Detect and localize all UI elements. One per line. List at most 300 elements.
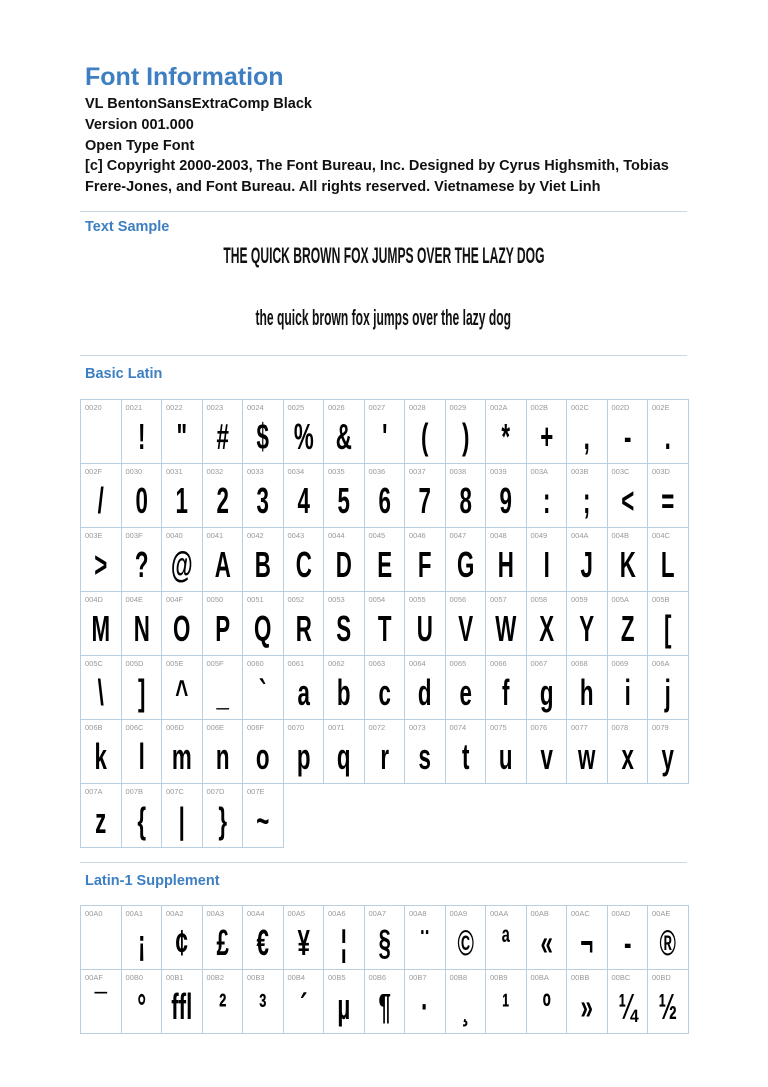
glyph-cell [122, 528, 163, 592]
glyph-code: 0061 [287, 659, 305, 668]
glyph-cell [648, 906, 689, 970]
glyph-code: 0036 [368, 467, 386, 476]
glyph-char: & [335, 416, 352, 457]
glyph-code: 0042 [247, 531, 264, 540]
glyph-code: 004A [571, 531, 589, 540]
glyph-char: X [538, 608, 554, 649]
glyph-code: 00AB [530, 909, 549, 918]
glyph-char: § [378, 922, 391, 963]
glyph-cell [486, 400, 527, 464]
glyph-cell [446, 656, 487, 720]
glyph-cell [446, 720, 487, 784]
glyph-code: 006E [206, 723, 225, 732]
glyph-code: 00BD [652, 973, 671, 982]
glyph-char: j [664, 672, 671, 713]
glyph-cell [284, 656, 325, 720]
glyph-code: 0069 [611, 659, 629, 668]
glyph-char: < [620, 480, 634, 521]
glyph-code: 0023 [206, 403, 224, 412]
glyph-char: I [543, 544, 550, 585]
glyph-char: - [623, 416, 631, 457]
glyph-cell [527, 528, 568, 592]
glyph-cell [608, 464, 649, 528]
glyph-cell [122, 400, 163, 464]
glyph-code: 006D [166, 723, 184, 732]
glyph-char: ; [583, 480, 591, 521]
glyph-char: r [379, 736, 389, 777]
sample-lowercase: the quick brown fox jumps over the lazy dog [255, 305, 512, 330]
glyph-cell [122, 906, 163, 970]
glyph-cell [648, 464, 689, 528]
glyph-char: V [457, 608, 473, 649]
glyph-char: Q [254, 608, 272, 649]
glyph-cell [527, 464, 568, 528]
glyph-char: c [378, 672, 391, 713]
glyph-code: 00A1 [125, 909, 144, 918]
glyph-char: W [495, 608, 517, 649]
glyph-cell [284, 970, 325, 1034]
glyph-cell [365, 464, 406, 528]
glyph-char: 3 [256, 480, 269, 521]
glyph-code: 00B2 [206, 973, 225, 982]
glyph-char: S [336, 608, 352, 649]
glyph-cell [608, 906, 649, 970]
glyph-code: 0055 [409, 595, 426, 604]
glyph-char: Y [579, 608, 595, 649]
glyph-code: 0037 [409, 467, 426, 476]
glyph-cell [648, 592, 689, 656]
glyph-code: 003C [611, 467, 630, 476]
glyph-code: 002B [530, 403, 549, 412]
glyph-cell [567, 656, 608, 720]
glyph-code: 0075 [490, 723, 507, 732]
glyph-char: z [95, 800, 107, 841]
glyph-code: 00B7 [409, 973, 427, 982]
glyph-cell [324, 906, 365, 970]
glyph-char: E [376, 544, 392, 585]
glyph-code: 00B5 [328, 973, 346, 982]
glyph-code: 003E [85, 531, 103, 540]
glyph-char: A [214, 544, 231, 585]
glyph-cell [81, 970, 122, 1034]
glyph-code: 0063 [368, 659, 386, 668]
glyph-code: 006A [652, 659, 670, 668]
glyph-char: ½ [658, 986, 678, 1027]
glyph-char: } [217, 800, 227, 841]
glyph-cell [243, 464, 284, 528]
glyph-cell [446, 464, 487, 528]
glyph-code: 00B0 [125, 973, 144, 982]
glyph-cell [608, 528, 649, 592]
glyph-cell [446, 528, 487, 592]
glyph-cell [405, 656, 446, 720]
glyph-code: 0079 [652, 723, 669, 732]
glyph-cell [648, 528, 689, 592]
glyph-code: 00BA [530, 973, 549, 982]
glyph-code: 00BC [611, 973, 631, 982]
glyph-cell [324, 592, 365, 656]
glyph-code: 00B4 [287, 973, 306, 982]
glyph-code: 004C [652, 531, 670, 540]
glyph-code: 0057 [490, 595, 507, 604]
glyph-cell [405, 592, 446, 656]
glyph-cell [608, 400, 649, 464]
glyph-cell [162, 592, 203, 656]
glyph-cell [324, 970, 365, 1034]
glyph-cell [203, 784, 244, 848]
glyph-code: 003D [652, 467, 670, 476]
glyph-char: ³ [259, 986, 267, 1027]
glyph-code: 0060 [247, 659, 264, 668]
glyph-code: 00A4 [247, 909, 265, 918]
glyph-char: ¹ [502, 986, 510, 1027]
copyright-line-2: Frere-Jones, and Font Bureau. All rights reserved. Vietnamese by Viet Linh [85, 179, 601, 195]
glyph-cell [284, 906, 325, 970]
glyph-code: 00A6 [328, 909, 346, 918]
font-type: Open Type Font [85, 138, 195, 154]
glyph-code: 0070 [287, 723, 305, 732]
glyph-char: ? [134, 544, 149, 585]
glyph-cell [243, 592, 284, 656]
glyph-char: + [539, 416, 553, 457]
glyph-char: ¶ [378, 986, 391, 1027]
glyph-code: 0049 [530, 531, 548, 540]
divider [80, 862, 687, 863]
glyph-char: « [540, 922, 553, 963]
glyph-char: ¥ [297, 922, 310, 963]
glyph-cell [122, 656, 163, 720]
glyph-char: µ [337, 986, 351, 1027]
glyph-char: ² [218, 986, 226, 1027]
glyph-char: ¡ [137, 922, 145, 963]
glyph-char: s [418, 736, 431, 777]
glyph-cell [365, 970, 406, 1034]
glyph-code: 0022 [166, 403, 183, 412]
glyph-code: 00B6 [368, 973, 387, 982]
glyph-code: 0054 [368, 595, 386, 604]
glyph-char: " [176, 416, 188, 457]
glyph-cell [446, 400, 487, 464]
glyph-char: 5 [337, 480, 350, 521]
glyph-code: 003A [530, 467, 549, 476]
glyph-cell [122, 592, 163, 656]
glyph-cell [486, 970, 527, 1034]
glyph-cell [486, 656, 527, 720]
glyph-code: 0020 [85, 403, 102, 412]
glyph-cell [486, 464, 527, 528]
glyph-code: 004F [166, 595, 184, 604]
glyph-cell [162, 464, 203, 528]
glyph-char: * [501, 416, 511, 457]
glyph-cell [486, 906, 527, 970]
glyph-char: v [540, 736, 553, 777]
glyph-char: 1 [175, 480, 188, 521]
glyph-code: 0048 [490, 531, 507, 540]
glyph-code: 0076 [530, 723, 548, 732]
glyph-code: 0024 [247, 403, 264, 412]
glyph-char: B [254, 544, 271, 585]
glyph-cell [567, 592, 608, 656]
glyph-char: f [502, 672, 510, 713]
glyph-char: ~ [256, 800, 270, 841]
glyph-char: ¢ [175, 922, 188, 963]
glyph-char: ¸ [461, 986, 469, 1027]
glyph-code: 0077 [571, 723, 588, 732]
glyph-cell [365, 656, 406, 720]
glyph-cell [405, 720, 446, 784]
latin1-grid [80, 905, 689, 1034]
glyph-cell [243, 970, 284, 1034]
glyph-char: ^ [175, 672, 189, 713]
glyph-cell [243, 906, 284, 970]
glyph-char: ! [137, 416, 145, 457]
glyph-code: 004E [125, 595, 144, 604]
glyph-char: > [94, 544, 108, 585]
glyph-cell [324, 720, 365, 784]
basic-latin-grid [80, 399, 689, 848]
glyph-code: 006C [125, 723, 144, 732]
glyph-char: Z [620, 608, 635, 649]
glyph-code: 004D [85, 595, 103, 604]
glyph-cell [203, 528, 244, 592]
glyph-cell [324, 464, 365, 528]
glyph-code: 007A [85, 787, 103, 796]
glyph-code: 00AD [611, 909, 631, 918]
glyph-char: O [173, 608, 191, 649]
glyph-cell [243, 784, 284, 848]
glyph-cell [365, 592, 406, 656]
glyph-code: 0062 [328, 659, 345, 668]
glyph-code: 002E [652, 403, 670, 412]
glyph-cell [243, 720, 284, 784]
glyph-cell [203, 656, 244, 720]
glyph-char: i [624, 672, 631, 713]
font-version: Version 001.000 [85, 117, 194, 133]
glyph-code: 0072 [368, 723, 386, 732]
glyph-cell [81, 400, 122, 464]
glyph-char: € [256, 922, 269, 963]
glyph-char: g [539, 672, 554, 713]
glyph-code: 00A3 [206, 909, 225, 918]
glyph-char: { [136, 800, 146, 841]
glyph-cell [648, 400, 689, 464]
glyph-code: 002F [85, 467, 103, 476]
glyph-code: 0056 [449, 595, 467, 604]
glyph-cell [162, 528, 203, 592]
glyph-char: p [296, 736, 311, 777]
glyph-cell [608, 592, 649, 656]
glyph-cell [162, 784, 203, 848]
glyph-char: M [91, 608, 111, 649]
glyph-cell [81, 592, 122, 656]
glyph-cell [567, 528, 608, 592]
glyph-code: 0038 [449, 467, 467, 476]
glyph-char: h [579, 672, 594, 713]
glyph-char: 6 [378, 480, 391, 521]
glyph-char: ´ [299, 986, 307, 1027]
glyph-char: » [580, 986, 593, 1027]
divider [80, 355, 687, 356]
glyph-char: G [456, 544, 474, 585]
glyph-code: 0045 [368, 531, 386, 540]
glyph-char: t [461, 736, 469, 777]
latin1-heading: Latin-1 Supplement [85, 873, 220, 889]
glyph-cell [648, 656, 689, 720]
glyph-code: 005D [125, 659, 144, 668]
glyph-code: 00A2 [166, 909, 184, 918]
glyph-code: 0059 [571, 595, 588, 604]
glyph-code: 005F [206, 659, 224, 668]
glyph-code: 00AF [85, 973, 103, 982]
glyph-char: x [621, 736, 634, 777]
glyph-cell [203, 970, 244, 1034]
copyright-line-1: [c] Copyright 2000-2003, The Font Bureau, Inc. Designed by Cyrus Highsmith, Tobias [85, 158, 669, 174]
glyph-char: b [336, 672, 351, 713]
glyph-cell [405, 906, 446, 970]
glyph-cell [324, 656, 365, 720]
glyph-cell [203, 720, 244, 784]
glyph-cell [365, 906, 406, 970]
glyph-char: º [542, 986, 551, 1027]
glyph-char: q [336, 736, 351, 777]
glyph-code: 007D [206, 787, 225, 796]
glyph-code: 0068 [571, 659, 588, 668]
glyph-cell [365, 720, 406, 784]
glyph-code: 005C [85, 659, 103, 668]
page-title: Font Information [85, 63, 284, 91]
sample-uppercase: THE QUICK BROWN FOX JUMPS OVER THE LAZY DOG [222, 243, 545, 268]
glyph-code: 0073 [409, 723, 426, 732]
glyph-char: D [335, 544, 352, 585]
glyph-char: o [255, 736, 270, 777]
glyph-char: _ [216, 672, 229, 713]
glyph-char: C [295, 544, 312, 585]
glyph-cell [81, 784, 122, 848]
glyph-code: 0074 [449, 723, 467, 732]
glyph-char: u [498, 736, 513, 777]
glyph-char: P [214, 608, 230, 649]
glyph-code: 00AA [490, 909, 509, 918]
glyph-code: 0034 [287, 467, 305, 476]
glyph-cell [567, 464, 608, 528]
glyph-code: 00A8 [409, 909, 427, 918]
glyph-code: 00B1 [166, 973, 184, 982]
glyph-char: d [417, 672, 432, 713]
glyph-code: 0028 [409, 403, 426, 412]
glyph-char: 8 [459, 480, 472, 521]
glyph-cell [365, 528, 406, 592]
glyph-code: 00B9 [490, 973, 508, 982]
glyph-code: 0067 [530, 659, 548, 668]
glyph-code: 00BB [571, 973, 590, 982]
glyph-code: 0033 [247, 467, 264, 476]
glyph-cell [284, 592, 325, 656]
glyph-cell [567, 970, 608, 1034]
glyph-cell [527, 970, 568, 1034]
glyph-char: T [377, 608, 392, 649]
glyph-cell [122, 970, 163, 1034]
glyph-char: ¬ [580, 922, 594, 963]
glyph-char: @ [170, 544, 193, 585]
glyph-char: ¼ [617, 986, 637, 1027]
glyph-cell [486, 592, 527, 656]
glyph-cell [243, 528, 284, 592]
glyph-char: w [578, 736, 596, 777]
glyph-char: ] [137, 672, 145, 713]
glyph-char: e [459, 672, 472, 713]
glyph-cell [567, 906, 608, 970]
glyph-cell [608, 656, 649, 720]
glyph-code: 00A5 [287, 909, 306, 918]
glyph-cell [284, 720, 325, 784]
glyph-code: 0046 [409, 531, 426, 540]
glyph-char: 7 [418, 480, 431, 521]
glyph-code: 002C [571, 403, 589, 412]
glyph-code: 00A0 [85, 909, 103, 918]
glyph-char: 0 [135, 480, 148, 521]
glyph-char: y [661, 736, 674, 777]
divider [80, 211, 687, 212]
glyph-code: 0035 [328, 467, 345, 476]
glyph-char: n [215, 736, 230, 777]
glyph-char: \ [97, 672, 104, 713]
glyph-code: 0032 [206, 467, 224, 476]
glyph-char: / [97, 480, 104, 521]
glyph-cell [122, 464, 163, 528]
glyph-char: £ [216, 922, 229, 963]
glyph-char: 4 [297, 480, 310, 521]
glyph-code: 0041 [206, 531, 224, 540]
glyph-char: | [178, 800, 185, 841]
glyph-char: ª [501, 922, 510, 963]
glyph-char: k [94, 736, 107, 777]
glyph-cell [446, 970, 487, 1034]
glyph-cell [446, 592, 487, 656]
glyph-char: R [295, 608, 312, 649]
glyph-cell [243, 400, 284, 464]
glyph-char: ® [659, 922, 676, 963]
glyph-code: 006B [85, 723, 103, 732]
glyph-code: 0043 [287, 531, 305, 540]
glyph-cell [162, 906, 203, 970]
glyph-char: ` [259, 672, 267, 713]
glyph-char: m [171, 736, 192, 777]
glyph-code: 002D [611, 403, 630, 412]
glyph-cell [203, 592, 244, 656]
glyph-code: 005E [166, 659, 184, 668]
basic-latin-heading: Basic Latin [85, 366, 163, 382]
glyph-cell [81, 906, 122, 970]
glyph-code: 00A9 [449, 909, 468, 918]
glyph-code: 004B [611, 531, 630, 540]
glyph-code: 0050 [206, 595, 224, 604]
glyph-cell [486, 720, 527, 784]
glyph-char: , [583, 416, 590, 457]
glyph-cell [608, 970, 649, 1034]
glyph-cell [203, 464, 244, 528]
glyph-cell [527, 906, 568, 970]
glyph-char: : [542, 480, 550, 521]
glyph-code: 0058 [530, 595, 548, 604]
glyph-cell [162, 720, 203, 784]
glyph-code: 0044 [328, 531, 345, 540]
glyph-char: a [297, 672, 310, 713]
glyph-char: . [664, 416, 671, 457]
text-sample-heading: Text Sample [85, 219, 170, 235]
glyph-cell [122, 784, 163, 848]
glyph-cell [162, 970, 203, 1034]
glyph-code: 0065 [449, 659, 467, 668]
